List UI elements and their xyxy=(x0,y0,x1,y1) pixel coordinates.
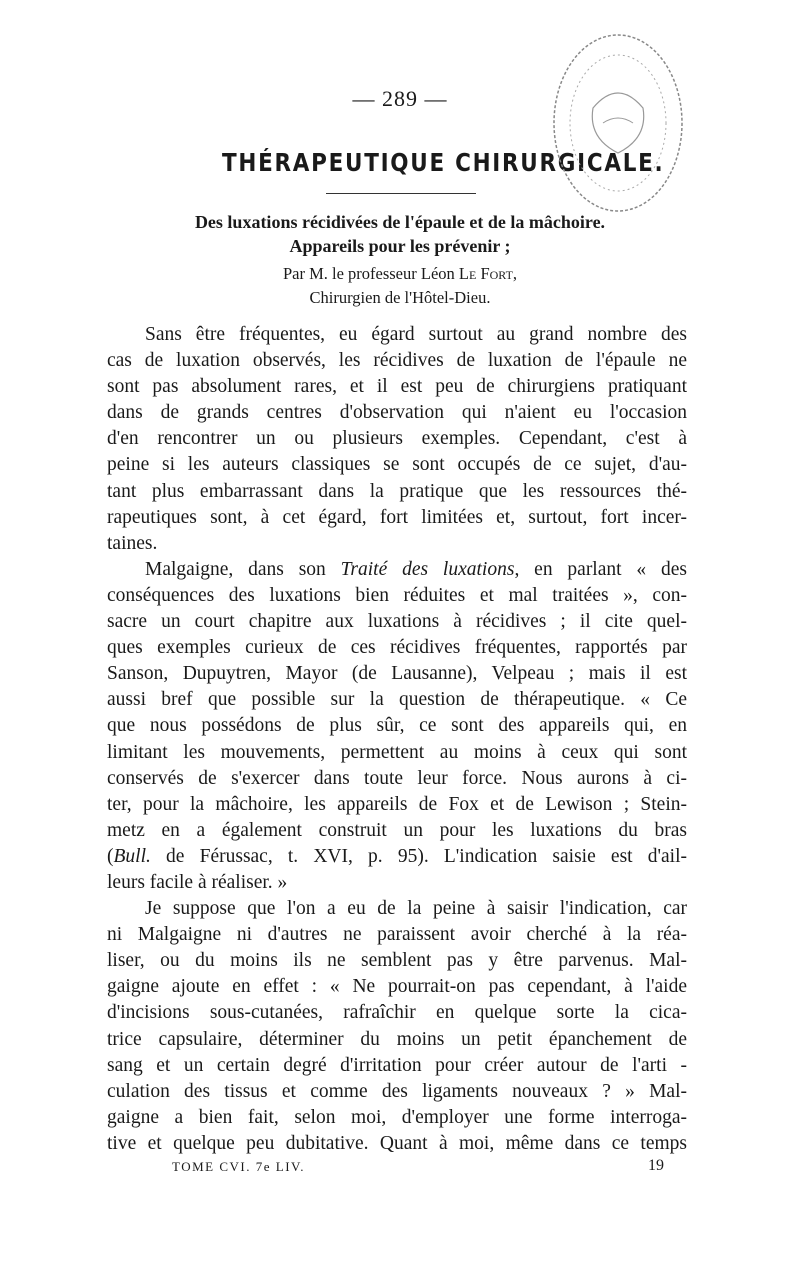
section-title: THÉRAPEUTIQUE CHIRURGICALE. xyxy=(222,148,665,177)
text-line: d'incisions sous-cutanées, rafraîchir en quelque sorte la cica- xyxy=(107,1002,687,1024)
text-line: aussi bref que possible sur la question de thérapeutique. « Ce xyxy=(107,689,687,711)
text-line: ni Malgaigne ni d'autres ne paraissent avoir cherché à la réa- xyxy=(107,924,687,946)
text-line: Sans être fréquentes, eu égard surtout au grand nombre des xyxy=(145,324,687,345)
byline xyxy=(100,262,700,310)
text-line xyxy=(107,844,687,870)
text-line: sacre un court chapitre aux luxations à récidives ; il cite quel- xyxy=(107,611,687,633)
text-line: ter, pour la mâchoire, les appareils de Fox et de Lewison ; Stein- xyxy=(107,793,687,815)
article-title-line-1: Des luxations récidivées de l'épaule et de la mâchoire. xyxy=(194,212,606,232)
author-role: Chirurgien de l'Hôtel-Dieu. xyxy=(309,288,491,307)
text-line: tant plus embarrassant dans la pratique que les ressources thé- xyxy=(107,480,687,502)
article-title xyxy=(100,210,700,258)
text-line: sang et un certain degré d'irritation pour créer autour de l'arti - xyxy=(107,1054,687,1076)
text-line: gaigne a bien fait, selon moi, d'employer une forme interroga- xyxy=(107,1106,687,1128)
author-name: Le Fort, xyxy=(458,264,518,283)
text-line: taines. xyxy=(107,532,158,554)
text-line: Je suppose que l'on a eu de la peine à saisir l'indication, car xyxy=(145,898,687,920)
text-line: trice capsulaire, déterminer du moins un petit épanchement de xyxy=(107,1028,687,1050)
text-line: d'en rencontrer un ou plusieurs exemples. Cependant, c'est à xyxy=(107,428,687,450)
text-segment: Malgaigne, dans son xyxy=(145,558,341,580)
article-body xyxy=(107,322,687,1157)
library-stamp xyxy=(548,28,688,218)
text-line: limitant les mouvements, permettent au moins à ceux qui sont xyxy=(107,741,687,763)
text-line: Sanson, Dupuytren, Mayor (de Lausanne), Velpeau ; mais il est xyxy=(107,663,687,685)
article-title-line-2: Appareils pour les prévenir ; xyxy=(289,236,511,256)
text-segment: ( xyxy=(107,845,114,867)
text-line: sont pas absolument rares, et il est peu de chirurgiens pratiquant xyxy=(107,376,687,398)
byline-prefix: Par M. le professeur Léon xyxy=(282,264,459,283)
text-line: conséquences des luxations bien réduites et mal traitées », con- xyxy=(107,584,687,606)
text-line: gaigne ajoute en effet : « Ne pourrait-on pas cependant, à l'aide xyxy=(107,976,687,998)
text-line: dans de grands centres d'observation qui n'aient eu l'occasion xyxy=(107,402,687,424)
text-line: ques exemples curieux de ces récidives fréquentes, rapportés par xyxy=(107,637,687,659)
book-title-italic: Traité des luxations xyxy=(340,558,515,580)
title-rule xyxy=(326,193,476,194)
text-segment: , en parlant « des xyxy=(514,558,687,580)
text-line: metz en a également construit un pour les luxations du bras xyxy=(107,819,687,841)
text-line: cas de luxation observés, les récidives de luxation de l'épaule ne xyxy=(107,350,687,372)
text-line: que nous possédons de plus sûr, ce sont des appareils qui, en xyxy=(107,715,687,737)
text-segment: de Férussac, t. XVI, p. 95). L'indication saisie est d'ail- xyxy=(150,845,687,867)
sheet-number: 19 xyxy=(648,1157,664,1174)
page-number: — 289 — xyxy=(352,86,448,111)
signature-mark: TOME CVI. 7e LIV. xyxy=(172,1159,305,1174)
text-line: leurs facile à réaliser. » xyxy=(107,871,288,893)
text-line: rapeutiques sont, à cet égard, fort limitées et, surtout, fort incer- xyxy=(107,506,687,528)
text-line: tive et quelque peu dubitative. Quant à moi, même dans ce temps xyxy=(107,1132,687,1154)
text-line: liser, ou du moins ils ne semblent pas y être parvenus. Mal- xyxy=(107,950,687,972)
journal-abbrev-italic: Bull. xyxy=(113,845,151,867)
text-line: conservés de s'exercer dans toute leur force. Nous aurons à ci- xyxy=(107,767,687,789)
text-line xyxy=(107,557,687,583)
text-line: peine si les auteurs classiques se sont occupés de ce sujet, d'au- xyxy=(107,454,687,476)
text-line: culation des tissus et comme des ligaments nouveaux ? » Mal- xyxy=(107,1080,687,1102)
